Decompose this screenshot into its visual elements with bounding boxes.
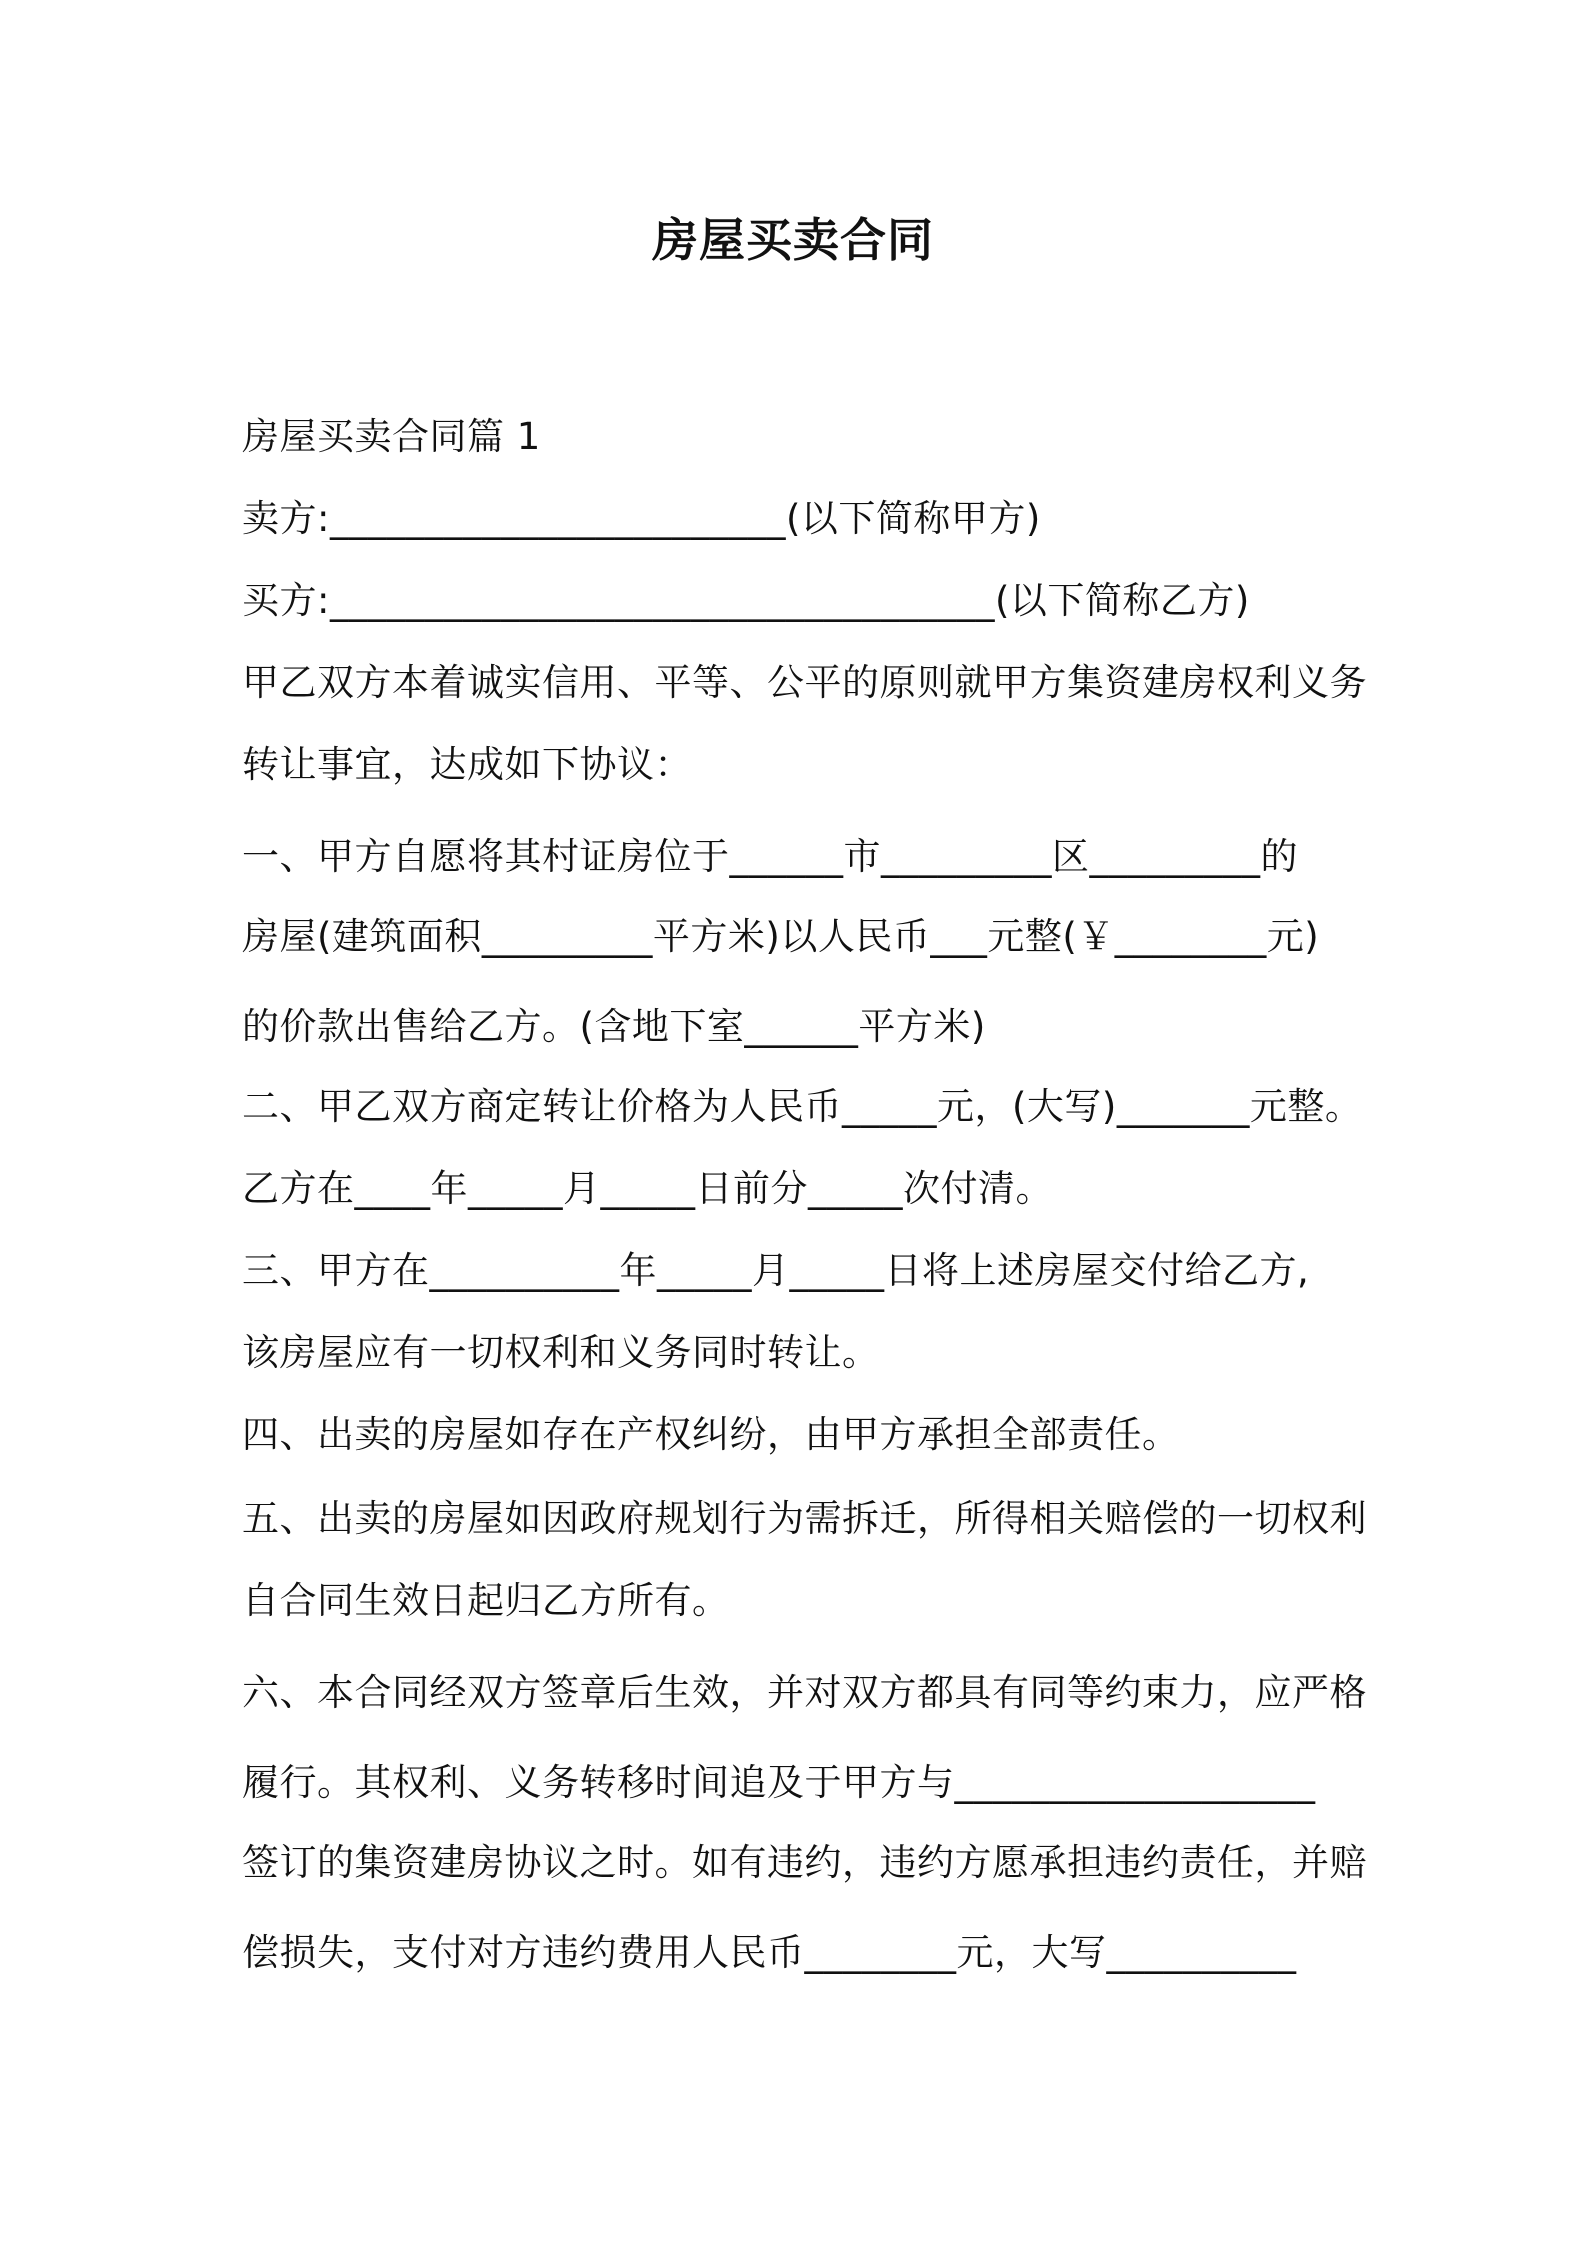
clause-1-line-2: 房屋(建筑面积_________平方米)以人民币___元整(￥________元) xyxy=(242,915,1320,958)
clause-2-line-2: 乙方在____年_____月_____日前分_____次付清。 xyxy=(242,1167,1053,1210)
clause-1-line-3: 的价款出售给乙方。(含地下室______平方米) xyxy=(242,1005,986,1048)
clause-3-line-2: 该房屋应有一切权利和义务同时转让。 xyxy=(242,1331,880,1374)
clause-6-line-4: 偿损失，支付对方违约费用人民币________元，大写__________ xyxy=(242,1931,1297,1974)
clause-5-line-1: 五、出卖的房屋如因政府规划行为需拆迁，所得相关赔偿的一切权利 xyxy=(242,1497,1367,1540)
clause-1-line-1: 一、甲方自愿将其村证房位于______市_________区_________的 xyxy=(242,835,1298,878)
clause-2-line-1: 二、甲乙双方商定转让价格为人民币_____元，(大写)_______元整。 xyxy=(242,1085,1363,1128)
clause-3-line-1: 三、甲方在__________年_____月_____日将上述房屋交付给乙方, xyxy=(242,1249,1310,1292)
section-heading: 房屋买卖合同篇 1 xyxy=(242,415,541,458)
clause-6-line-1: 六、本合同经双方签章后生效，并对双方都具有同等约束力，应严格 xyxy=(242,1671,1367,1714)
clause-4-line-1: 四、出卖的房屋如存在产权纠纷，由甲方承担全部责任。 xyxy=(242,1413,1180,1456)
clause-5-line-2: 自合同生效日起归乙方所有。 xyxy=(242,1579,730,1622)
buyer-line: 买方:___________________________________(以下简称乙方) xyxy=(242,579,1250,622)
document-title: 房屋买卖合同 xyxy=(652,213,934,267)
seller-line: 卖方:________________________(以下简称甲方) xyxy=(242,497,1041,540)
preamble-line-1: 甲乙双方本着诚实信用、平等、公平的原则就甲方集资建房权利义务 xyxy=(242,661,1367,704)
preamble-line-2: 转让事宜，达成如下协议： xyxy=(242,743,692,786)
clause-6-line-2: 履行。其权利、义务转移时间追及于甲方与___________________ xyxy=(242,1761,1316,1804)
clause-6-line-3: 签订的集资建房协议之时。如有违约，违约方愿承担违约责任，并赔 xyxy=(242,1841,1367,1884)
